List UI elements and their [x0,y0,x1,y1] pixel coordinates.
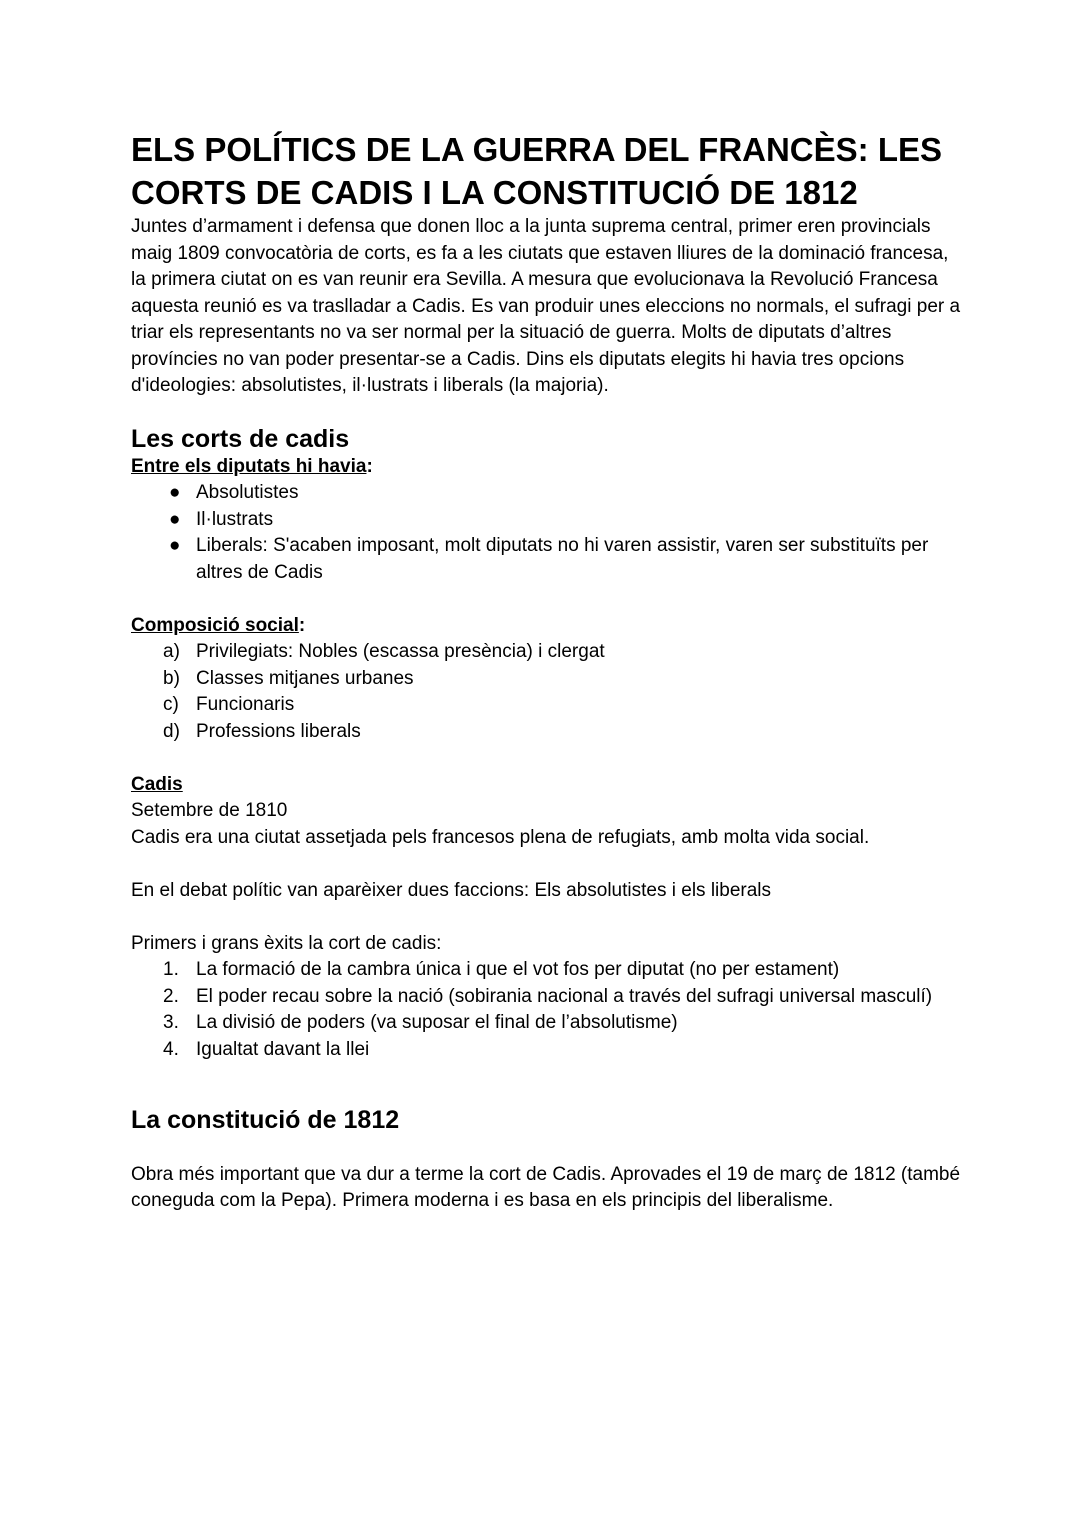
list-item [131,1010,961,1037]
constitucio-paragraph: Obra més important que va dur a terme la cort de Cadis. Aprovades el 19 de març de 1812 (també coneguda com la Pepa). Primera moderna i es basa en els principis del liberalisme. [131,1163,961,1211]
list-marker: d) [163,720,180,742]
list-item [131,719,961,746]
diputats-list [131,480,961,586]
list-item-text: El poder recau sobre la nació (sobirania nacional a través del sufragi universal masculí) [196,985,933,1007]
document-page [131,128,961,1215]
list-item [131,692,961,719]
composicio-heading [131,613,961,640]
list-item [131,480,961,507]
cadis-date: Setembre de 1810 [131,800,288,821]
list-item [131,957,961,984]
list-marker: 3. [163,1012,179,1033]
section-corts [131,424,961,1064]
list-marker: 1. [163,959,179,980]
diputats-heading [131,454,961,481]
list-marker: c) [163,694,179,715]
list-marker: 4. [163,1038,179,1060]
list-item [131,507,961,534]
intro-section [131,214,961,400]
list-item-text: Liberals: S'acaben imposant, molt diputats no hi varen assistir, varen ser substituïts per altres de Cadis [196,535,929,583]
composicio-list [131,639,961,745]
diputats-heading-colon: : [366,455,373,477]
list-item [131,666,961,693]
list-item-text: La formació de la cambra única i que el vot fos per diputat (no per estament) [196,959,840,980]
bullet-icon: ● [169,535,181,556]
list-item [131,984,961,1011]
list-marker: b) [163,667,180,689]
list-item [131,639,961,666]
list-item-text: Igualtat davant la llei [196,1038,370,1060]
document-title: ELS POLÍTICS DE LA GUERRA DEL FRANCÈS: LES CORTS DE CADIS I LA CONSTITUCIÓ DE 1812 [131,131,942,211]
cadis-paragraph: Cadis era una ciutat assetjada pels francesos plena de refugiats, amb molta vida social. [131,826,870,848]
list-item-text: Absolutistes [196,482,299,503]
list-item-text: Privilegiats: Nobles (escassa presència) i clergat [196,641,605,662]
intro-paragraph-1: Juntes d’armament i defensa que donen lloc a la junta suprema central, primer eren provincials [131,216,931,237]
list-item [131,1037,961,1064]
list-item [131,533,961,586]
exits-intro: Primers i grans èxits la cort de cadis: [131,932,442,954]
cadis-heading [131,772,961,799]
intro-paragraph-2: maig 1809 convocatòria de corts, es fa a les ciutats que estaven lliures de la dominació francesa, la primera ciutat on es van reunir era Sevilla. A mesura que evolucionava la Revolució Francesa aquesta reunió es va traslladar a Cadis. Es van produir unes eleccions no normals, el sufragi per a triar els representants no va ser normal per la situació de guerra. Molts de diputats d’altres províncies no van poder presentar-se a Cadis. Dins els diputats elegits hi havia tres opcions d'ideologies: absolutistes, il·lustrats i liberals (la majoria). [131,242,961,396]
diputats-heading-text: Entre els diputats hi havia [131,455,367,477]
composicio-heading-colon: : [298,614,306,636]
list-item-text: Il·lustrats [196,508,274,530]
list-item-text: La divisió de poders (va suposar el final de l’absolutisme) [196,1012,678,1033]
list-marker: a) [163,641,180,662]
list-item-text: Funcionaris [196,694,295,715]
list-item-text: Professions liberals [196,720,361,742]
list-item-text: Classes mitjanes urbanes [196,667,414,689]
section-constitucio [131,1105,961,1215]
section-heading-corts: Les corts de cadis [131,424,350,453]
exits-list [131,957,961,1063]
bullet-icon: ● [169,508,181,530]
list-marker: 2. [163,985,179,1007]
section-heading-constitucio: La constitució de 1812 [131,1106,400,1134]
composicio-heading-text: Composició social [131,614,299,636]
debat-paragraph: En el debat polític van aparèixer dues faccions: Els absolutistes i els liberals [131,879,772,901]
cadis-heading-text: Cadis [131,773,183,795]
bullet-icon: ● [169,482,181,503]
